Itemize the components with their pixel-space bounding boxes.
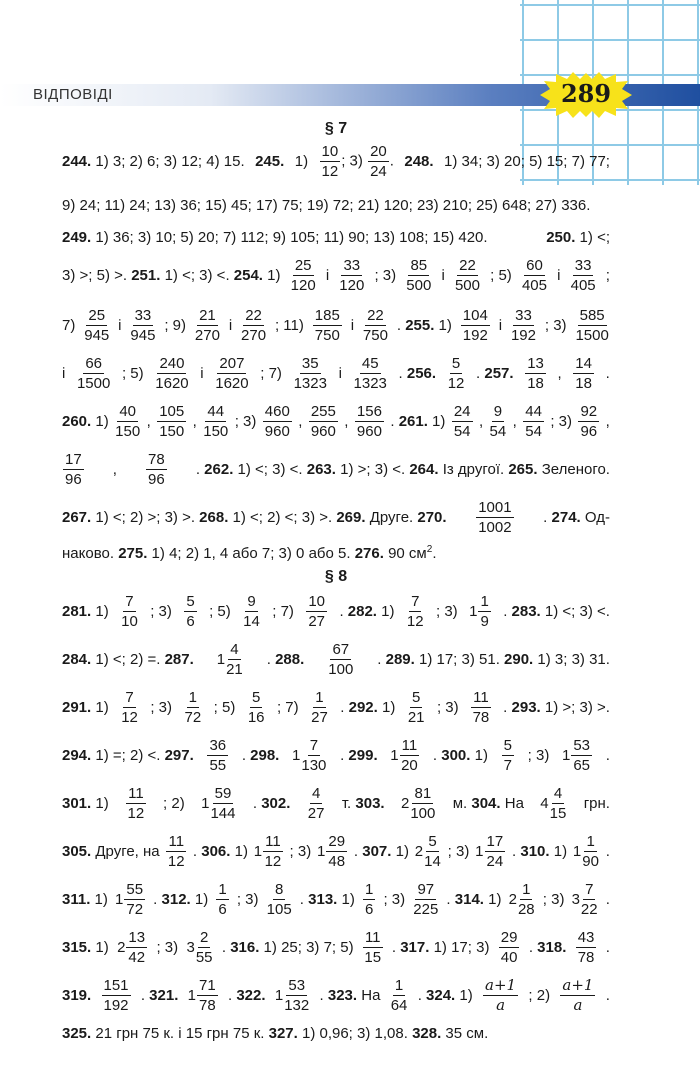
answer-line: 260. 1) 40 150 , 105 150 , 44 150 ; 3) 460 960 , 255 960 , 156 960 . 261. 1) 24 54 , 9 54 , 44 54 ; 3) 92 96 , — [62, 402, 610, 440]
answer-line: 249. 1) 36; 3) 10; 5) 20; 7) 112; 9) 105; 11) 90; 13) 108; 15) 420. 250. 1) <; — [62, 228, 610, 246]
answer-line: 291. 1) 7 12 ; 3) 1 72 ; 5) 5 16 ; 7) 1 27 . 292. 1) 5 21 ; 3) 11 78 . 293. 1) >; 3) >. — [62, 688, 610, 726]
answer-line: 9) 24; 11) 24; 13) 36; 15) 45; 17) 75; 19) 72; 21) 120; 23) 210; 25) 648; 27) 336. — [62, 196, 591, 214]
answer-line: наково. 275. 1) 4; 2) 1, 4 або 7; 3) 0 або 5. 276. 90 $см^2$. — [62, 544, 437, 562]
answer-line: 315. 1) 2 13 42 ; 3) 3 2 55 . 316. 1) 25; 3) 7; 5) 11 15 . 317. 1) 17; 3) 29 40 . 318. 43 78 . — [62, 928, 610, 966]
answer-line: 7) 25 945 і 33 945 ; 9) 21 270 і 22 270 ; 11) 185 750 і 22 750 . 255. 1) 104 192 і 33 192 ; 3) 585 1500 — [62, 306, 609, 344]
answer-line: 305. Друге, на 11 12 . 306. 1) 1 11 12 ; 3) 1 29 48 . 307. 1) 2 5 14 ; 3) 1 17 24 . 310. 1) 1 1 90 . — [62, 832, 610, 870]
answer-line: 311. 1) 1 55 72 . 312. 1) 1 6 ; 3) 8 105 . 313. 1) 1 6 ; 3) 97 225 . 314. 1) 2 1 28 ; 3) 3 7 22 . — [62, 880, 610, 918]
answer-line: 17 96 , 78 96 . 262. 1) <; 3) <. 263. 1) >; 3) <. 264. Із другої. 265. Зеленого. — [65, 450, 610, 488]
answer-line: 267. 1) <; 2) >; 3) >. 268. 1) <; 2) <; 3) >. 269. Друге. 270. 1001 1002 . 274. Од- — [62, 498, 610, 536]
answer-line: 325. 21 грн 75 к. і 15 грн 75 к. 327. 1) 0,96; 3) 1,08. 328. 35 см. — [62, 1024, 489, 1042]
header-title: ВІДПОВІДІ — [33, 86, 113, 103]
answer-line: 319. 151 192 . 321. 1 71 78 . 322. 1 53 132 . 323. На 1 64 . 324. 1) a+1 a ; 2) a+1 a . — [62, 975, 610, 1014]
answer-line: і 66 1500 ; 5) 240 1620 і 207 1620 ; 7) 35 1323 і 45 1323 . 256. 5 12 . 257. 13 18 , 14 18 . — [62, 354, 610, 392]
section-heading: § 8 — [324, 568, 348, 585]
section-heading: § 7 — [324, 120, 348, 137]
answer-line: 294. 1) =; 2) <. 297. 36 55 . 298. 1 7 130 . 299. 1 11 20 . 300. 1) 5 7 ; 3) 1 53 65 . — [62, 736, 610, 774]
page-number: 289 — [560, 79, 612, 108]
answer-line: 281. 1) 7 10 ; 3) 5 6 ; 5) 9 14 ; 7) 10 27 . 282. 1) 7 12 ; 3) 1 1 9 . 283. 1) <; 3) <. — [62, 592, 610, 630]
answer-line: 244. 1) 3; 2) 6; 3) 12; 4) 15. 245. 1) $\frac{10}{12}$ ; 3) $\frac{20}{24}$ . 248. 1) 34; 3) 20; 5) 15; 7) 77; — [62, 142, 610, 180]
answer-line: 284. 1) <; 2) =. 287. 1 4 21 . 288. 67 100 . 289. 1) 17; 3) 51. 290. 1) 3; 3) 31. — [62, 640, 610, 678]
answers-content — [62, 116, 610, 1048]
answer-line: 3) >; 5) >. 251. 1) <; 3) <. 254. 1) 25 120 і 33 120 ; 3) 85 500 і 22 500 ; 5) 60 405 і 33 405 ; — [62, 256, 610, 294]
answer-line: 301. 1) 11 12 ; 2) 1 59 144 . 302. 4 27 т. 303. 2 81 100 м. 304. На 4 4 15 грн. — [62, 784, 610, 822]
